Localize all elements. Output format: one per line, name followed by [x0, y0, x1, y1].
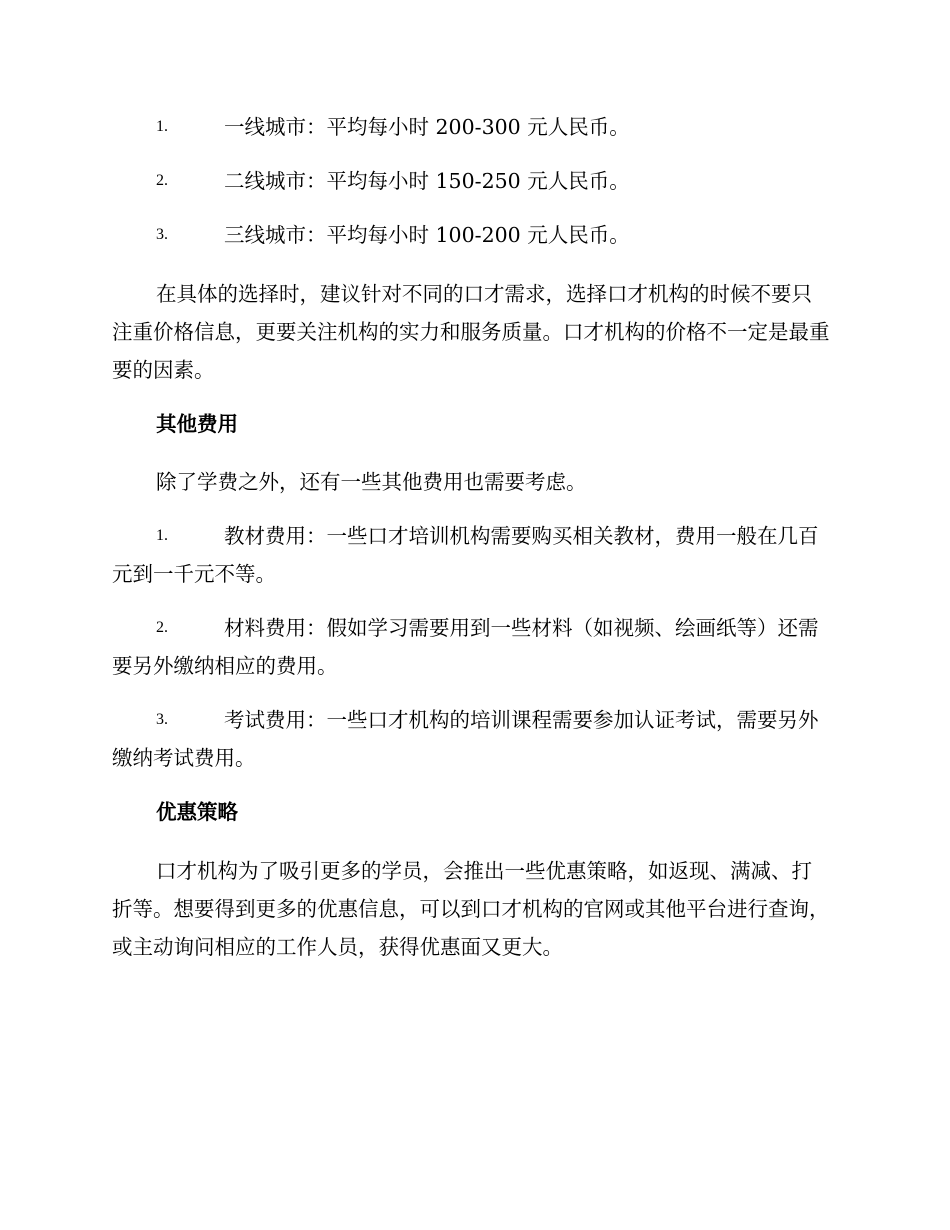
list-number: 1.	[156, 118, 168, 135]
list-item	[112, 108, 832, 146]
section-heading-other-fees: 其他费用	[156, 411, 238, 436]
list-item	[112, 162, 832, 200]
paragraph: 除了学费之外，还有一些其他费用也需要考虑。	[156, 470, 587, 494]
section-heading-discounts: 优惠策略	[156, 800, 238, 824]
list-number: 2.	[156, 619, 168, 636]
paragraph: 口才机构为了吸引更多的学员，会推出一些优惠策略，如返现、满减、打折等。想要得到更多的优惠信息，可以到口才机构的官网或其他平台进行查询，或主动询问相应的工作人员，获得优惠面又更大。	[112, 858, 830, 959]
paragraph: 在具体的选择时，建议针对不同的口才需求，选择口才机构的时候不要只注重价格信息，更要关注机构的实力和服务质量。口才机构的价格不一定是最重要的因素。	[112, 281, 830, 382]
list-item-text: 三线城市：平均每小时 100-200 元人民币。	[224, 223, 630, 247]
list-item-text: 考试费用：一些口才机构的培训课程需要参加认证考试，需要另外缴纳考试费用。	[112, 708, 819, 770]
list-item-text: 教材费用：一些口才培训机构需要购买相关教材，费用一般在几百元到一千元不等。	[112, 524, 819, 586]
list-item-text: 材料费用：假如学习需要用到一些材料（如视频、绘画纸等）还需要另外缴纳相应的费用。	[112, 616, 819, 678]
list-item	[112, 609, 832, 685]
list-number: 2.	[156, 172, 168, 189]
list-number: 3.	[156, 226, 168, 243]
list-item	[112, 701, 832, 777]
list-item-text: 二线城市：平均每小时 150-250 元人民币。	[224, 169, 630, 193]
list-item	[112, 216, 832, 254]
list-item	[112, 517, 832, 593]
list-number: 1.	[156, 527, 168, 544]
document-body	[112, 108, 832, 982]
list-item-text: 一线城市：平均每小时 200-300 元人民币。	[224, 115, 630, 139]
list-number: 3.	[156, 711, 168, 728]
